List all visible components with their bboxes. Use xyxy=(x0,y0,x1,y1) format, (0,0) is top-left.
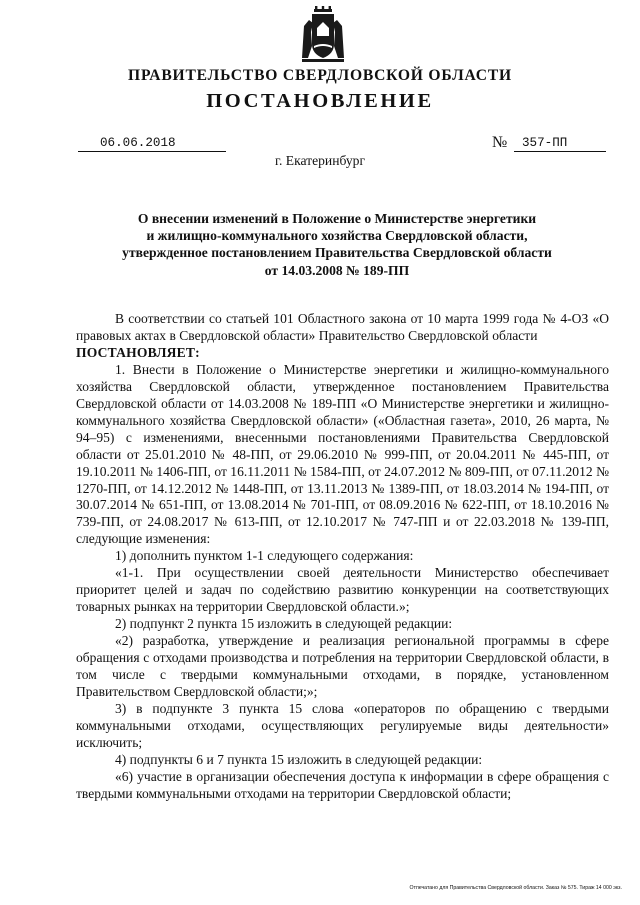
heading-line: и жилищно-коммунального хозяйства Свердловской области, xyxy=(146,228,528,244)
body-paragraph: «6) участие в организации обеспечения доступа к информации в сфере обращения с твердыми коммунальными отходами на территории Свердловской области; xyxy=(76,768,609,801)
government-name: ПРАВИТЕЛЬСТВО СВЕРДЛОВСКОЙ ОБЛАСТИ xyxy=(128,67,512,84)
document-body xyxy=(76,311,609,803)
heading-line: утвержденное постановлением Правительства Свердловской области xyxy=(122,245,552,261)
city: г. Екатеринбург xyxy=(274,153,366,168)
print-footer: Отпечатано для Правительства Свердловской области. Заказ № 575. Тираж 14 000 экз. xyxy=(409,885,622,891)
coat-of-arms-icon xyxy=(300,6,346,64)
body-paragraph: «1-1. При осуществлении своей деятельности Министерство обеспечивает приоритет целей и задач по содействию развитию конкуренции на соответствующих товарных рынках на территории Свердловской области.»; xyxy=(76,565,609,615)
decree-word: ПОСТАНОВЛЯЕТ: xyxy=(76,344,200,360)
preamble: В соответствии со статьей 101 Областного закона от 10 марта 1999 года № 4-ОЗ «О правовых актах в Свердловской области» Правительство Свердловской области xyxy=(76,311,609,343)
heading-line: от 14.03.2008 № 189-ПП xyxy=(264,262,410,278)
body-paragraph: 1) дополнить пунктом 1-1 следующего содержания: xyxy=(115,548,414,564)
document-date: 06.06.2018 xyxy=(100,136,176,150)
number-sign: № xyxy=(492,134,508,151)
document-number: 357-ПП xyxy=(522,136,568,150)
heading-line: О внесении изменений в Положение о Министерстве энергетики xyxy=(137,211,537,226)
body-paragraph: 2) подпункт 2 пункта 15 изложить в следующей редакции: xyxy=(115,616,453,632)
document-heading xyxy=(96,210,578,279)
body-paragraph: 1. Внести в Положение о Министерстве энергетики и жилищно-коммунального хозяйства Свердловской области, утвержденное постановлением Правительства Свердловской области от 14.03.2008 № 189-ПП «О Министерстве энергетики и жилищно-коммунального хозяйства Свердловской области» («Областная газета», 2010, 26 марта, № 94–95) с изменениями, внесенными постановлениями Правительства Свердловской области от 25.01.2010 № 48-ПП, от 29.06.2010 № 999-ПП, от 20.04.2011 № 445-ПП, от 19.10.2011 № 1406-ПП, от 16.11.2011 № 1584-ПП, от 24.07.2012 № 809-ПП, от 07.11.2012 № 1270-ПП, от 14.12.2012 № 1448-ПП, от 13.11.2013 № 1389-ПП, от 18.03.2014 № 194-ПП, от 30.07.2014 № 651-ПП, от 13.08.2014 № 701-ПП, от 08.09.2016 № 622-ПП, от 18.10.2016 № 739-ПП, от 24.08.2017 № 613-ПП, от 12.10.2017 № 747-ПП и от 22.03.2018 № 139-ПП, следующие изменения: xyxy=(76,361,609,547)
body-paragraph: 3) в подпункте 3 пункта 15 слова «операторов по обращению с твердыми коммунальными отходами, осуществляющих регулируемые виды деятельности» исключить; xyxy=(76,700,609,750)
body-paragraph: 4) подпункты 6 и 7 пункта 15 изложить в следующей редакции: xyxy=(115,751,483,767)
document-type: ПОСТАНОВЛЕНИЕ xyxy=(206,90,434,112)
body-paragraph: «2) разработка, утверждение и реализация региональной программы в сфере обращения с отходами производства и потребления на территории Свердловской области, в том числе с твердыми коммунальными отходами, в порядке, установленном Правительством Свердловской области;»; xyxy=(76,633,609,699)
